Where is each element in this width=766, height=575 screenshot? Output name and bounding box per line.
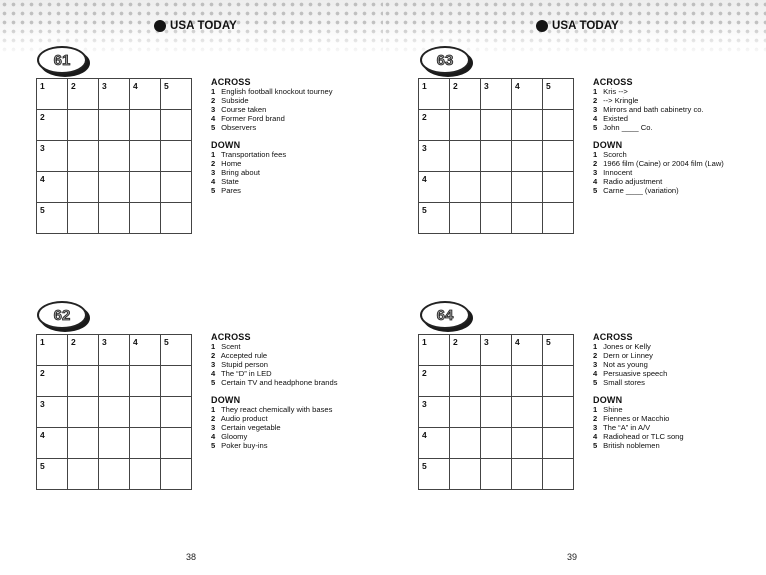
cell-number: 3 [484,337,489,347]
clue-number: 5 [211,185,216,195]
grid-cell[interactable] [130,428,161,459]
grid-cell[interactable] [512,428,543,459]
clue-text: Transportation fees [220,150,287,160]
grid-cell[interactable] [512,335,543,366]
clue-number: 1 [593,341,598,351]
grid-cell[interactable] [419,459,450,490]
page-number: 39 [567,552,578,562]
clue-number: 4 [211,368,216,378]
clue-text: Stupid person [221,359,268,369]
grid-cell[interactable] [481,110,512,141]
clue-text: Audio product [220,414,268,424]
clue-number: 2 [593,350,598,360]
grid-cell[interactable] [99,397,130,428]
clue-number: 4 [593,432,598,442]
crossword-grid [418,78,574,234]
cell-number: 3 [40,143,45,153]
grid-cell[interactable] [419,172,450,203]
grid-cell[interactable] [419,335,450,366]
grid-cell[interactable] [130,141,161,172]
grid-cell[interactable] [161,335,192,366]
grid-cell[interactable] [37,428,68,459]
puzzle-number-badge [37,46,87,74]
grid-cell[interactable] [37,172,68,203]
grid-cell[interactable] [68,428,99,459]
clue-text: Shine [603,405,623,415]
clue-number: 3 [593,423,598,433]
grid-cell[interactable] [37,366,68,397]
grid-cell[interactable] [481,459,512,490]
clue-number: 1 [593,405,598,415]
grid-cell[interactable] [68,141,99,172]
cell-number: 2 [422,368,427,378]
cell-number: 2 [40,368,45,378]
cell-number: 2 [422,112,427,122]
grid-cell[interactable] [161,428,192,459]
clue-number: 1 [593,150,598,160]
grid-cell[interactable] [161,110,192,141]
clue-text: Dern or Linney [603,350,653,360]
grid-cell[interactable] [450,335,481,366]
grid-cell[interactable] [37,203,68,234]
cell-number: 2 [71,337,76,347]
puzzle-number-badge [420,301,470,329]
grid-cell[interactable] [543,459,574,490]
grid-cell[interactable] [450,428,481,459]
grid-cell[interactable] [68,459,99,490]
grid-cell[interactable] [68,110,99,141]
cell-number: 2 [453,81,458,91]
grid-cell[interactable] [68,203,99,234]
grid-cell[interactable] [161,203,192,234]
clue-number: 2 [211,350,216,360]
clue-number: 4 [211,113,216,123]
grid-cell[interactable] [543,172,574,203]
grid-cell[interactable] [99,172,130,203]
grid-cell[interactable] [543,428,574,459]
clue-number: 4 [593,113,598,123]
clue-text: State [221,177,239,187]
clue-list [593,333,758,451]
grid-cell[interactable] [161,79,192,110]
grid-cell[interactable] [450,141,481,172]
crossword-grid [36,334,192,490]
clue-number: 3 [211,359,216,369]
cell-number: 1 [40,81,45,91]
grid-cell[interactable] [99,79,130,110]
brand-dot-icon [154,20,166,32]
grid-cell[interactable] [481,397,512,428]
clue-text: Certain vegetable [221,423,281,433]
crossword-grid [36,78,192,234]
clue-text: Accepted rule [220,350,268,360]
cell-number: 3 [422,143,427,153]
clue-number: 5 [211,440,216,450]
grid-cell[interactable] [481,428,512,459]
grid-cell[interactable] [419,428,450,459]
cell-number: 4 [515,81,520,91]
cell-number: 1 [40,337,45,347]
down-heading: DOWN [211,395,241,406]
grid-cell[interactable] [450,397,481,428]
clue-text: Pares [221,185,241,195]
puzzle-number: 63 [436,51,454,69]
cell-number: 2 [453,337,458,347]
clue-number: 4 [211,177,216,187]
grid-cell[interactable] [161,172,192,203]
grid-cell[interactable] [543,203,574,234]
grid-cell[interactable] [68,79,99,110]
clue-number: 2 [593,159,598,169]
cell-number: 4 [422,174,427,184]
clue-number: 2 [593,95,598,105]
cell-number: 5 [422,205,427,215]
grid-cell[interactable] [543,397,574,428]
cell-number: 2 [71,81,76,91]
cell-number: 4 [40,174,45,184]
grid-cell[interactable] [481,172,512,203]
clue-text: Subside [221,95,249,105]
clue-text: Jones or Kelly [603,341,651,351]
clue-number: 4 [211,432,216,442]
cell-number: 4 [40,430,45,440]
puzzle-number: 64 [436,306,454,324]
grid-cell[interactable] [68,335,99,366]
grid-cell[interactable] [450,203,481,234]
grid-cell[interactable] [512,203,543,234]
grid-cell[interactable] [512,110,543,141]
across-heading: ACROSS [593,332,633,342]
cell-number: 1 [422,337,427,347]
grid-cell[interactable] [419,79,450,110]
grid-cell[interactable] [543,335,574,366]
grid-cell[interactable] [543,110,574,141]
clue-number: 2 [211,159,216,169]
clue-text: Certain TV and headphone brands [221,377,338,387]
clue-text: Gloomy [221,432,248,442]
across-heading: ACROSS [211,332,251,342]
grid-cell[interactable] [543,366,574,397]
grid-cell[interactable] [481,366,512,397]
cell-number: 4 [133,337,138,347]
grid-cell[interactable] [512,397,543,428]
grid-cell[interactable] [37,397,68,428]
grid-cell[interactable] [130,366,161,397]
puzzle-number-badge [37,301,87,329]
grid-cell[interactable] [450,110,481,141]
cell-number: 3 [484,81,489,91]
clue-number: 5 [593,377,598,387]
grid-cell[interactable] [512,459,543,490]
brand-name: USA TODAY [170,20,237,32]
clue-number: 5 [593,122,598,132]
clue-text: 1966 film (Caine) or 2004 film (Law) [603,159,724,169]
down-clue [211,442,376,451]
grid-cell[interactable] [37,459,68,490]
clue-text: Poker buy-ins [221,440,268,450]
clue-number: 1 [211,86,216,96]
clue-text: The “D” in LED [220,368,272,378]
cell-number: 5 [546,337,551,347]
cell-number: 3 [102,337,107,347]
clue-text: Small stores [603,377,645,387]
clue-number: 3 [211,104,216,114]
clue-number: 2 [593,414,598,424]
cell-number: 4 [515,337,520,347]
grid-cell[interactable] [543,141,574,172]
clue-number: 5 [593,440,598,450]
brand-name: USA TODAY [552,20,619,32]
clue-number: 2 [211,95,216,105]
clue-number: 2 [211,414,216,424]
brand-logo [154,17,237,35]
clue-text: Scent [221,341,241,351]
grid-cell[interactable] [419,110,450,141]
grid-cell[interactable] [130,110,161,141]
crossword-grid [418,334,574,490]
clue-text: Not as young [603,359,648,369]
down-clue [211,187,376,196]
clue-text: Existed [603,113,629,123]
puzzle-number: 62 [53,306,71,324]
down-clue [593,442,758,451]
down-heading: DOWN [593,140,623,151]
grid-cell[interactable] [543,79,574,110]
clue-number: 3 [593,168,598,178]
grid-cell[interactable] [481,141,512,172]
cell-number: 2 [40,112,45,122]
clue-list [211,333,376,451]
grid-cell[interactable] [68,172,99,203]
grid-cell[interactable] [481,335,512,366]
grid-cell[interactable] [99,428,130,459]
clue-number: 5 [593,185,598,195]
clue-number: 3 [211,423,216,433]
grid-cell[interactable] [161,366,192,397]
clue-text: Home [221,159,242,169]
right-page [383,0,766,575]
grid-cell[interactable] [419,366,450,397]
clue-number: 1 [593,86,598,96]
clue-text: John ____ Co. [603,122,653,132]
clue-text: Bring about [221,168,260,178]
cell-number: 5 [546,81,551,91]
grid-cell[interactable] [161,459,192,490]
grid-cell[interactable] [450,366,481,397]
grid-cell[interactable] [130,203,161,234]
across-clue [593,379,758,388]
clue-list [593,78,758,196]
clue-text: Course taken [221,104,267,114]
clue-number: 1 [211,405,216,415]
puzzle-number-badge [420,46,470,74]
grid-cell[interactable] [450,172,481,203]
puzzle-number: 61 [53,51,71,69]
brand-dot-icon [536,20,548,32]
clue-text: English football knockout tourney [221,86,333,96]
cell-number: 4 [422,430,427,440]
cell-number: 5 [164,81,169,91]
grid-cell[interactable] [130,459,161,490]
grid-cell[interactable] [419,141,450,172]
grid-cell[interactable] [130,397,161,428]
down-heading: DOWN [593,395,623,406]
clue-text: Mirrors and bath cabinetry co. [603,104,704,114]
grid-cell[interactable] [419,397,450,428]
clue-number: 4 [593,177,598,187]
across-clue [211,379,376,388]
grid-cell[interactable] [99,366,130,397]
across-clue [211,124,376,133]
clue-text: The “A” in A/V [602,423,651,433]
brand-logo [536,17,619,35]
page-number: 38 [186,552,197,562]
grid-cell[interactable] [37,79,68,110]
grid-cell[interactable] [130,79,161,110]
across-clue [593,124,758,133]
clue-number: 4 [593,368,598,378]
grid-cell[interactable] [161,397,192,428]
grid-cell[interactable] [481,203,512,234]
grid-cell[interactable] [99,141,130,172]
cell-number: 5 [164,337,169,347]
grid-cell[interactable] [512,141,543,172]
clue-number: 5 [211,377,216,387]
grid-cell[interactable] [37,110,68,141]
clue-number: 3 [211,168,216,178]
grid-cell[interactable] [68,397,99,428]
across-heading: ACROSS [593,77,633,87]
clue-number: 3 [593,359,598,369]
clue-text: --> Kringle [603,95,639,105]
down-heading: DOWN [211,140,241,151]
grid-cell[interactable] [99,110,130,141]
grid-cell[interactable] [37,335,68,366]
grid-cell[interactable] [99,459,130,490]
grid-cell[interactable] [512,172,543,203]
clue-text: Radiohead or TLC song [603,432,684,442]
grid-cell[interactable] [130,172,161,203]
cell-number: 5 [40,205,45,215]
grid-cell[interactable] [450,459,481,490]
clue-text: Scorch [603,150,627,160]
clue-text: British noblemen [603,440,660,450]
cell-number: 1 [422,81,427,91]
clue-number: 1 [211,341,216,351]
grid-cell[interactable] [512,366,543,397]
grid-cell[interactable] [481,79,512,110]
clue-number: 3 [593,104,598,114]
grid-cell[interactable] [450,79,481,110]
clue-text: Persuasive speech [603,368,668,378]
clue-text: They react chemically with bases [220,405,333,415]
grid-cell[interactable] [161,141,192,172]
clue-text: Radio adjustment [603,177,663,187]
clue-number: 1 [211,150,216,160]
cell-number: 3 [422,399,427,409]
down-clue [593,187,758,196]
across-heading: ACROSS [211,77,251,87]
clue-text: Carne ____ (variation) [603,185,679,195]
clue-number: 5 [211,122,216,132]
grid-cell[interactable] [99,203,130,234]
cell-number: 3 [102,81,107,91]
grid-cell[interactable] [99,335,130,366]
cell-number: 4 [133,81,138,91]
clue-text: Former Ford brand [221,113,285,123]
cell-number: 3 [40,399,45,409]
grid-cell[interactable] [419,203,450,234]
clue-text: Kris --> [603,86,628,96]
cell-number: 5 [422,461,427,471]
clue-text: Observers [221,122,257,132]
grid-cell[interactable] [130,335,161,366]
cell-number: 5 [40,461,45,471]
clue-list [211,78,376,196]
clue-text: Innocent [603,168,633,178]
grid-cell[interactable] [512,79,543,110]
clue-text: Fiennes or Macchio [603,414,670,424]
grid-cell[interactable] [68,366,99,397]
grid-cell[interactable] [37,141,68,172]
